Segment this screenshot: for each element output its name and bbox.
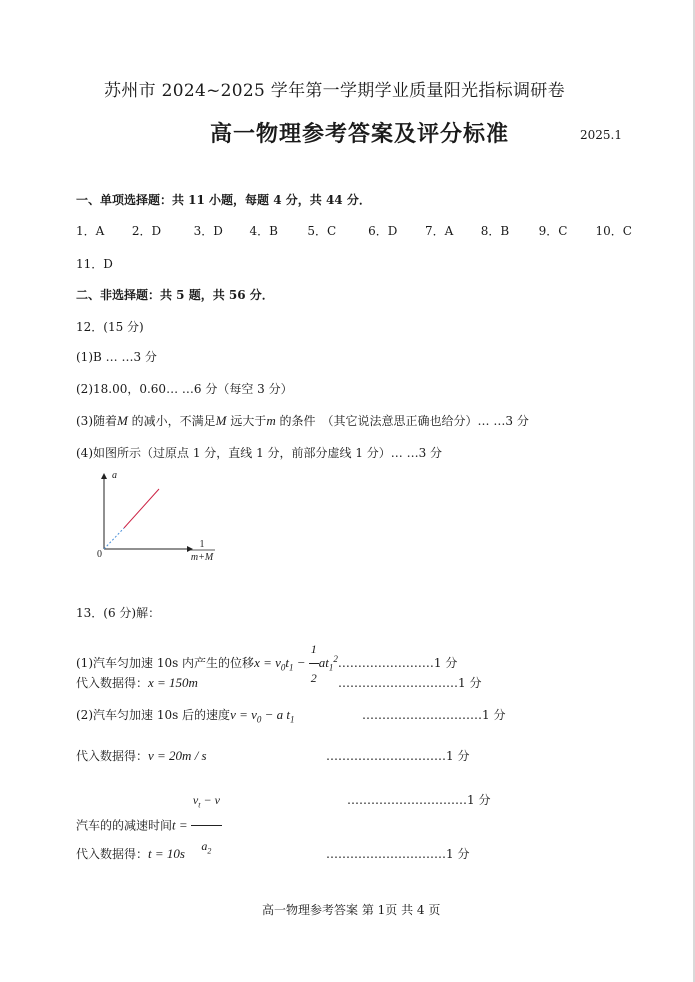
q12-part2: (2)18.00，0.60… …6 分（每空 3 分） — [76, 382, 293, 396]
half-fraction: $\frac{1}{2}$ — [309, 635, 319, 692]
answer-9: 9．C — [538, 224, 568, 238]
section2-heading: 二、非选择题：共 5 题，共 56 分． — [76, 288, 274, 302]
q12-p3-suffix: 的条件 （其它说法意思正确也给分）… …3 分 — [275, 414, 529, 428]
q12-p3-mid: 的减小，不满足 — [127, 414, 216, 428]
eq-part: v = 20m / s — [148, 748, 207, 763]
eq-part: − a t — [261, 707, 291, 722]
q13-line6 — [76, 845, 185, 862]
page-footer: 高一物理参考答案 第 1页 共 4 页 — [262, 903, 441, 917]
answer-8: 8．B — [480, 224, 510, 238]
dashed-segment — [104, 528, 124, 549]
var-M: M — [117, 413, 128, 428]
y-axis-label: a — [112, 470, 117, 481]
q12-part3 — [76, 412, 529, 429]
answer-10: 10．C — [595, 224, 632, 238]
deceleration-time-fraction: $\frac{v_t - v}{a_2}$ — [191, 780, 222, 872]
q13-l6-text: 代入数据得： — [76, 847, 149, 861]
eq-part: t — [285, 655, 289, 670]
eq-part: a — [318, 655, 326, 670]
q13-line4 — [76, 747, 207, 764]
answer-row — [76, 222, 632, 239]
subscript: 1 — [289, 662, 294, 673]
eq-part: v = v — [230, 707, 257, 722]
var-M: M — [215, 413, 227, 428]
superscript: 2 — [333, 654, 338, 664]
answer-4: 4．B — [249, 224, 278, 238]
q13-l2-text: 代入数据得： — [76, 676, 149, 690]
exam-date: 2025.1 — [580, 128, 622, 142]
eq-part: t = 10s — [148, 846, 185, 861]
var-m: m — [266, 413, 276, 428]
q12-title: 12．(15 分) — [76, 320, 144, 334]
origin-label: 0 — [97, 549, 102, 560]
q13-line5-score: …………………………1 分 — [347, 793, 491, 807]
q13-line2-score: …………………………1 分 — [338, 676, 482, 690]
q13-line3 — [76, 706, 295, 724]
q13-line6-score: …………………………1 分 — [326, 847, 470, 861]
answer-6: 6．D — [368, 224, 398, 238]
answer-11: 11．D — [76, 257, 113, 271]
a-vs-inverse-mass-graph — [90, 468, 230, 568]
subscript: 1 — [328, 662, 334, 673]
q13-l3-text: (2)汽车匀加速 10s 后的速度 — [76, 708, 231, 722]
answer-3: 3．D — [193, 224, 223, 238]
q13-l5-text: 汽车的的减速时间 — [76, 818, 173, 833]
subscript: 1 — [290, 714, 295, 725]
score: ……………………1 分 — [337, 656, 458, 670]
eq-part: x = v — [254, 655, 281, 670]
q13-line3-score: …………………………1 分 — [362, 708, 506, 722]
fit-line — [124, 489, 159, 528]
q13-l4-text: 代入数据得： — [76, 749, 149, 763]
section1-heading: 一、单项选择题：共 11 小题，每题 4 分，共 44 分． — [76, 193, 371, 207]
answer-7: 7．A — [424, 224, 454, 238]
q13-l1-text: (1)汽车匀加速 10s 内产生的位移 — [76, 656, 255, 670]
page-title: 高一物理参考答案及评分标准 — [210, 121, 510, 147]
eq-part: t = — [172, 817, 191, 833]
exam-school-title: 苏州市 2024~2025 学年第一学期学业质量阳光指标调研卷 — [104, 81, 565, 101]
eq-part: x = 150m — [148, 675, 198, 690]
answer-2: 2．D — [131, 224, 162, 238]
q12-part1: (1)B … …3 分 — [76, 350, 157, 364]
x-label-numerator: 1 — [199, 539, 205, 550]
q12-part4: (4)如图所示（过原点 1 分，直线 1 分，前部分虚线 1 分）… …3 分 — [76, 446, 443, 460]
q12-p3-mid2: 远大于 — [226, 414, 267, 428]
eq-part: − — [293, 655, 309, 670]
eq-part: t — [325, 655, 329, 670]
q13-line2 — [76, 674, 198, 691]
q12-p3-prefix: (3)随着 — [76, 414, 117, 428]
subscript: 0 — [280, 662, 286, 673]
x-label-denominator: m+M — [190, 552, 214, 563]
q13-line4-score: …………………………1 分 — [326, 749, 470, 763]
answer-5: 5．C — [307, 224, 337, 238]
answer-1: 1．A — [76, 224, 105, 238]
subscript: 0 — [256, 714, 262, 725]
q13-title: 13．(6 分)解： — [76, 606, 161, 620]
